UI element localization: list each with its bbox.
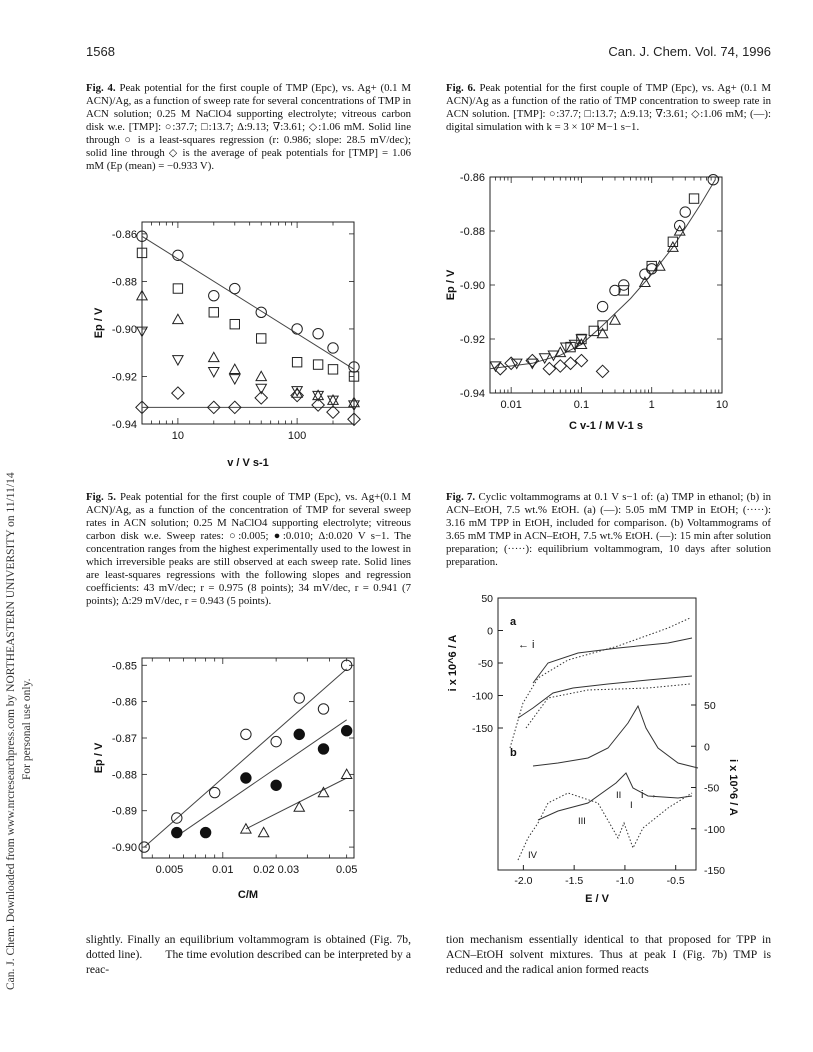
y-tick-label: -0.94 (111, 419, 137, 431)
data-point-circle (313, 328, 323, 338)
fig7-chart (440, 588, 740, 918)
x-tick-label: 0.05 (335, 864, 358, 876)
scan-arrow-icon: i → (641, 789, 658, 801)
fig6-label: Fig. 6. (446, 82, 476, 94)
data-point-circle (294, 693, 304, 703)
fig7-label: Fig. 7. (446, 491, 476, 503)
data-point-triangle-up (341, 769, 351, 778)
data-point-circle (209, 787, 219, 797)
y-tick-label: -0.87 (111, 733, 137, 745)
data-point-triangle-up (258, 827, 268, 836)
data-point-circle (230, 283, 240, 293)
data-point-circle (597, 301, 607, 311)
download-watermark (2, 190, 42, 990)
x-tick-label: 10 (171, 430, 185, 442)
data-point-square (230, 319, 239, 328)
left-y-tick-label: -150 (471, 723, 493, 735)
fig6-caption-text: Peak potential for the first couple of TMP (Epc), vs. Ag+ (0.1 M ACN)/Ag as a function of the ratio of TMP concentration to sweep rate in ACN solution. [TMP]: ○:37.7; □:13.7; Δ:9.13; ∇:3.61; ◇:1.06 mM; (—): digital simulation with k = 3 × 10² M−1 s−1. (446, 82, 771, 133)
data-point-circle (271, 736, 281, 746)
right-y-axis-label: i x 10^6 / A (727, 759, 739, 816)
data-point-filled-circle (271, 780, 281, 790)
fig4-chart (86, 214, 376, 474)
x-tick-label: 1 (648, 399, 655, 411)
right-y-tick-label: -100 (704, 823, 726, 836)
left-y-tick-label: -50 (477, 658, 493, 670)
data-point-circle (328, 343, 338, 353)
y-tick-label: -0.90 (459, 280, 485, 292)
fig5-label: Fig. 5. (86, 491, 116, 503)
fig4-caption (86, 82, 411, 173)
data-point-square (173, 284, 182, 293)
fig6-caption (446, 82, 771, 134)
left-y-tick-label: -100 (471, 690, 493, 703)
plot-frame (490, 177, 722, 393)
data-point-square (209, 308, 218, 317)
x-axis-label: E / V (585, 893, 609, 905)
data-point-triangle-up (256, 371, 266, 380)
peak-label-III: III (578, 816, 586, 827)
watermark-line-1: Can. J. Chem. Downloaded from www.nrcresearchpress.com by NORTHEASTERN UNIVERSITY on 11/11/14 (5, 472, 17, 990)
fig6-chart (440, 165, 750, 450)
data-point-circle (256, 307, 266, 317)
fig7-caption (446, 491, 771, 569)
y-tick-label: -0.88 (111, 769, 137, 782)
y-tick-label: -0.86 (111, 696, 137, 709)
watermark-line-2: For personal use only. (21, 678, 33, 780)
x-axis-label: C v-1 / M V-1 s (569, 420, 643, 432)
fig5-caption (86, 491, 411, 608)
right-y-tick-label: 50 (704, 700, 716, 712)
data-point-square (257, 334, 266, 343)
data-point-triangle-up (209, 352, 219, 361)
y-tick-label: -0.92 (459, 334, 485, 346)
fit-line (142, 236, 354, 369)
x-axis-label: v / V s-1 (227, 457, 269, 469)
y-tick-label: -0.90 (111, 323, 137, 336)
x-tick-label: 0.01 (212, 864, 234, 876)
data-point-circle (619, 280, 629, 290)
data-point-square (689, 194, 698, 203)
data-point-triangle-up (610, 315, 620, 324)
fig5-chart (86, 650, 376, 910)
data-point-triangle-up (230, 364, 240, 373)
x-tick-label: 0.005 (155, 864, 184, 876)
data-point-diamond (596, 365, 608, 377)
data-point-diamond (564, 357, 576, 369)
data-point-circle (680, 207, 690, 217)
data-point-filled-circle (241, 773, 251, 783)
scan-arrow-icon: ← i (518, 639, 535, 651)
peak-label-I: I (630, 800, 633, 811)
peak-label-IV: IV (528, 850, 537, 861)
x-tick-label: -2.0 (514, 875, 533, 887)
journal-citation: Can. J. Chem. Vol. 74, 1996 (608, 44, 771, 59)
data-point-triangle-down (209, 368, 219, 377)
data-point-filled-circle (341, 726, 351, 736)
x-tick-label: 100 (287, 430, 307, 442)
left-y-axis-label: i x 10^6 / A (447, 634, 459, 692)
fit-line (144, 669, 347, 847)
y-tick-label: -0.85 (111, 660, 137, 673)
y-tick-label: -0.92 (111, 371, 137, 384)
x-tick-label: 10 (715, 399, 729, 411)
right-y-tick-label: -150 (704, 865, 726, 877)
data-point-filled-circle (200, 827, 210, 837)
data-point-square (328, 365, 337, 374)
body-text-left: slightly. Finally an equilibrium voltammogram is obtained (Fig. 7b, dotted line). The time evolution described can be interpreted by a reac- (86, 933, 411, 976)
data-point-triangle-down (173, 356, 183, 365)
fig7-caption-text: Cyclic voltammograms at 0.1 V s−1 of: (a) TMP in ethanol; (b) in ACN–EtOH, 7.5 wt.% EtOH. (a) (—): 5.05 mM TMP in EtOH; (·····): 3.16 mM TPP in EtOH, included for comparison. (b) Voltammograms of 3.65 mM TMP in ACN–EtOH, 7.5 wt.% EtOH. (—): 15 min after solution preparation; (·····): equilibrium voltammogram, 10 days after solution preparation. (446, 491, 771, 568)
y-axis-label: Ep / V (445, 269, 457, 301)
y-axis-label: Ep / V (93, 742, 105, 774)
data-point-diamond (543, 363, 555, 375)
x-tick-label: 0.01 (500, 399, 522, 411)
x-tick-label: 0.1 (573, 399, 590, 411)
x-tick-label: 0.02 0.03 (253, 864, 300, 876)
y-tick-label: -0.88 (459, 226, 485, 238)
data-point-circle (241, 729, 251, 739)
y-tick-label: -0.88 (111, 276, 137, 289)
data-point-square (313, 360, 322, 369)
fit-line (246, 778, 347, 829)
data-point-circle (209, 290, 219, 300)
data-point-triangle-up (173, 314, 183, 323)
y-tick-label: -0.86 (459, 172, 485, 184)
y-tick-label: -0.90 (111, 842, 137, 855)
fig5-caption-text: Peak potential for the first couple of TMP (Epc), vs. Ag+(0.1 M ACN)/Ag, as a function of the concentration of TMP for several sweep rates in ACN solution; 0.25 M NaClO4 supporting electrolyte; vitreous carbon disk w.e. Sweep rates: ○:0.005; ●:0.010; Δ:0.020 V s−1. The concentration ranges from the highest experimentally used to the lowest in which irreversible peaks are still observed at each sweep rate. Solid lines are least-squares regressions with the following slopes and regression coefficients: 43 mV/dec; r = 0.975 (8 points); 34 mV/dec, r = 0.941 (7 points); Δ:29 mV/dec, r = 0.943 (5 points). (86, 491, 412, 607)
left-y-tick-label: 0 (487, 625, 493, 638)
data-point-filled-circle (294, 729, 304, 739)
data-point-diamond (575, 354, 587, 366)
left-y-tick-label: 50 (481, 593, 493, 605)
x-tick-label: -1.0 (615, 875, 634, 887)
data-point-filled-circle (172, 827, 182, 837)
data-point-diamond (172, 387, 184, 399)
right-y-tick-label: 0 (704, 741, 710, 754)
right-y-tick-label: -50 (704, 782, 720, 795)
panel-label-b: b (510, 747, 517, 759)
data-point-diamond (494, 363, 506, 375)
y-tick-label: -0.86 (111, 228, 137, 241)
voltammogram-a-solid (518, 638, 692, 718)
data-point-square (292, 358, 301, 367)
voltammogram-a-dotted (510, 618, 690, 748)
panel-label-a: a (510, 616, 517, 628)
voltammogram-b-solid (533, 706, 698, 820)
x-tick-label: -0.5 (666, 875, 685, 887)
data-point-filled-circle (318, 744, 328, 754)
data-point-diamond (554, 360, 566, 372)
data-point-circle (318, 704, 328, 714)
voltammogram-b-dotted (518, 793, 692, 860)
body-text-right: tion mechanism essentially identical to that proposed for TPP in ACN–EtOH solvent mixtures. Thus at peak I (Fig. 7b) TMP is reduced and the radical anion formed reacts (446, 933, 771, 976)
fit-line (177, 720, 347, 836)
fig4-caption-text: Peak potential for the first couple of TMP (Epc), vs. Ag+ (0.1 M ACN)/Ag, as a function of sweep rate for several concentrations of TMP in ACN solution; 0.25 M NaClO4 supporting electrolyte; vitreous carbon disk w.e. [TMP]: ○:37.7; □:13.7; Δ:9.13; ∇:3.61; ◇:1.06 mM. Solid line through ○ is a least-squares regression (r: 0.986; slope: 28.5 mV/dec); solid line through ◇ is the average of peak potentials for [TMP] = 1.06 mM (Ep (mean) = −0.933 V). (86, 82, 411, 172)
y-tick-label: -0.94 (459, 388, 485, 400)
page-number: 1568 (86, 44, 115, 59)
y-axis-label: Ep / V (93, 307, 105, 339)
fig4-label: Fig. 4. (86, 82, 116, 94)
x-axis-label: C/M (237, 889, 259, 901)
peak-label-II: II (616, 790, 622, 801)
x-tick-label: -1.5 (565, 875, 584, 887)
data-point-triangle-down (230, 375, 240, 384)
y-tick-label: -0.89 (111, 805, 137, 818)
data-point-circle (292, 324, 302, 334)
